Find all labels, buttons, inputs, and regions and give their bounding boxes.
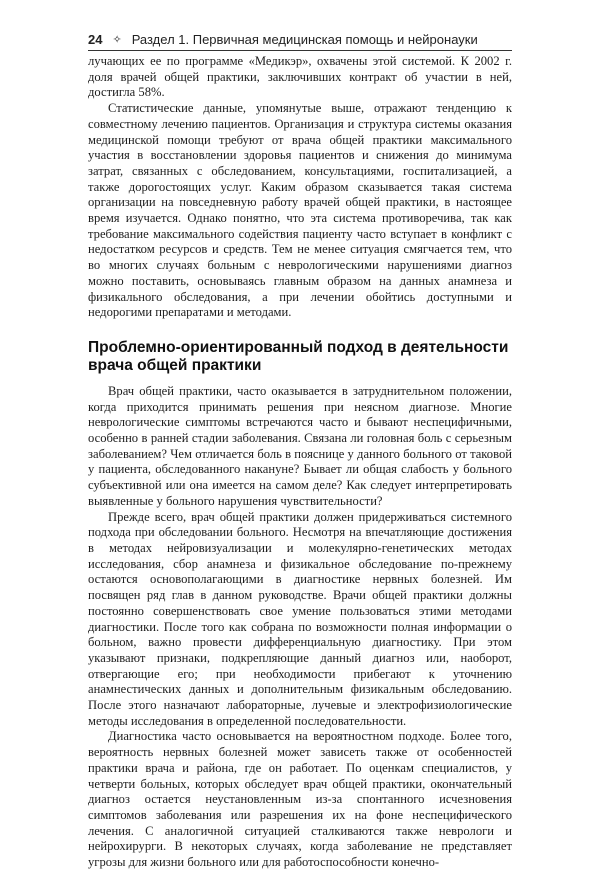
body-text: [88, 54, 512, 871]
header-rule: [88, 50, 512, 51]
diamond-separator-icon: ✧: [112, 33, 122, 46]
section-heading: Проблемно-ориентированный подход в деятельности врача общей практики: [88, 338, 509, 374]
paragraph: лучающих ее по программе «Медикэр», охвачены этой системой. К 2002 г. доля врачей общей практики, заключивших контракт об участии в ней, достигла 58%.: [88, 54, 512, 100]
paragraph: Прежде всего, врач общей практики должен придерживаться системного подхода при обследовании больного. Несмотря на впечатляющие достижения в методах нейровизуализации и молекулярно-генетических методах исследования, сбор анамнеза и физикальное обследование по-прежнему остаются основополагающими в диагностике нервных болезней. Им посвящен ряд глав в данном руководстве. Врачи общей практики должны постоянно совершенствовать свое умение пользоваться этими методами диагностики. После того как собрана по возможности полная информации о больном, важно провести дифференциальную диагностику. При этом указывают признаки, подкрепляющие данный диагноз или, наоборот, отвергающие его; при необходимости прибегают к уточнению анамнестических данных и дополнительным физикальным обследованию. После этого назначают лабораторные, лучевые и электрофизиологические методы исследования в определенной последовательности.: [88, 509, 512, 728]
section-title: Раздел 1. Первичная медицинская помощь и нейронауки: [131, 31, 478, 47]
running-head: [88, 30, 512, 48]
paragraph: Статистические данные, упомянутые выше, отражают тенденцию к совместному лечению пациентов. Организация и структура системы оказания медицинской помощи требуют от врача общей практики максимального участия в восстановлении здоровья пациентов и снижения до минимума затрат, связанных с обследованием, консультациями, госпитализацией, а также дорогостоящих услуг. Каким образом сказывается такая система организации на повседневную работу врачей общей практики, в настоящее время изучается. Однако понятно, что эта система противоречива, так как требование максимального содействия пациенту часто вступает в конфликт с недостатком ресурсов и средств. Тем не менее ситуация смягчается тем, что во многих случаях больным с неврологическими нарушениями диагноз можно поставить, основываясь главным образом на данных анамнеза и физикального обследования, а при лечении обойтись доступными и недорогими препаратами и методами.: [88, 101, 512, 320]
paragraph: Врач общей практики, часто оказывается в затруднительном положении, когда приходится принимать решения при неясном диагнозе. Многие неврологические симптомы встречаются часто и бывают неспецифичными, особенно в ранней стадии заболевания. Связана ли головная боль с серьезным заболеванием? Чем отличается боль в пояснице у данного больного от таковой у пациента, обследованного накануне? Бывает ли общая слабость у больного субъективной или она имеется на самом деле? Как следует интерпретировать выявленные у больного нарушения чувствительности?: [88, 383, 512, 508]
page-number: 24: [88, 31, 103, 47]
paragraph: Диагностика часто основывается на вероятностном подходе. Более того, вероятность нервных болезней может зависеть также от особенностей практики врача и района, где он работает. По оценкам специалистов, у четверти больных, которых обследует врач общей практики, окончательный диагноз остается неустановленным из-за спонтанного исчезновения симптомов заболевания или разрешения их на фоне неспецифического лечения. С аналогичной ситуацией сталкиваются также неврологи и нейрохирурги. В некоторых случаях, когда заболевание не представляет угрозы для жизни больного или для работоспособности конечно-: [88, 729, 512, 870]
